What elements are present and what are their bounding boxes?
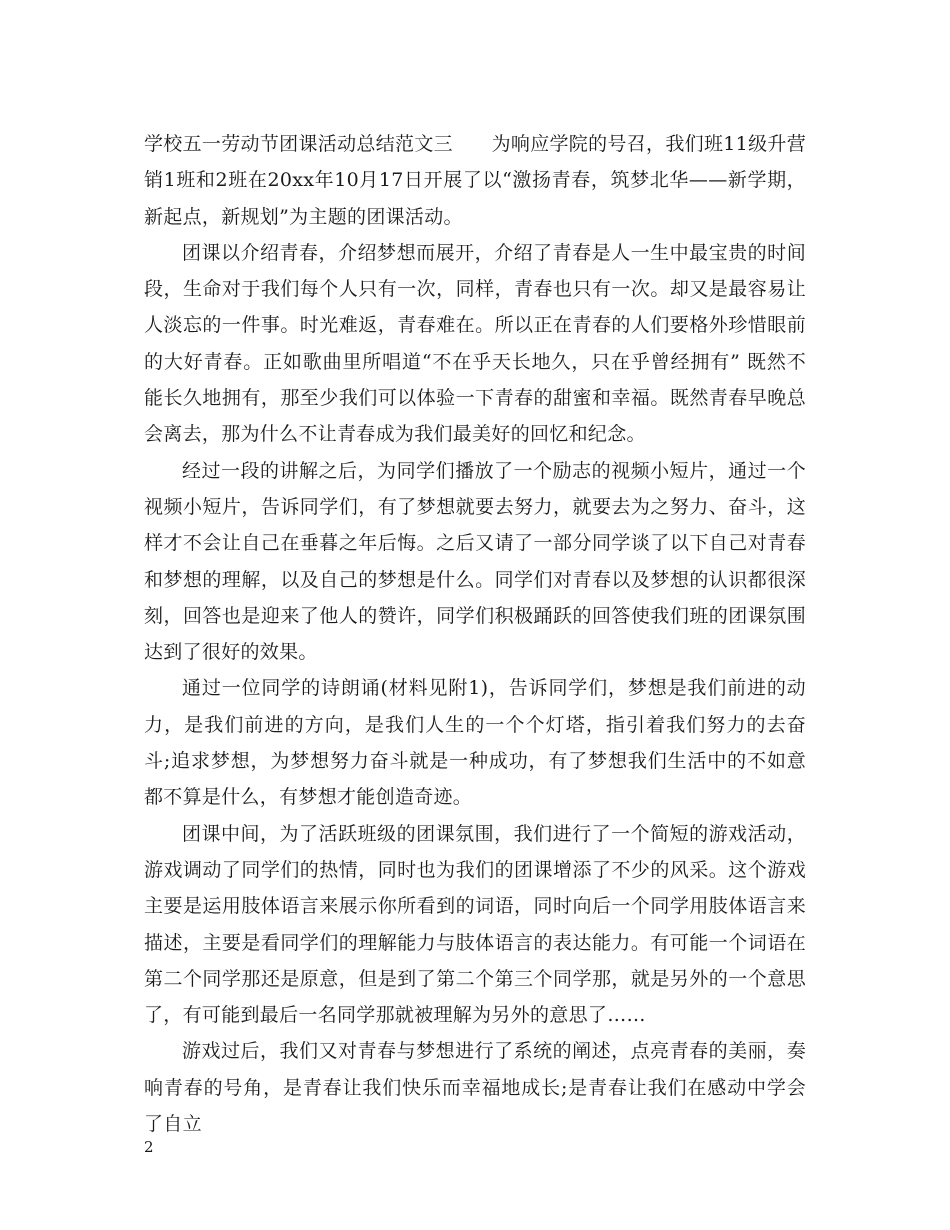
page-number: 2 bbox=[144, 1138, 154, 1156]
paragraph-closing: 游戏过后，我们又对青春与梦想进行了系统的阐述，点亮青春的美丽，奏响青春的号角，是青春让我们快乐而幸福地成长;是青春让我们在感动中学会了自立 bbox=[144, 1040, 806, 1136]
paragraph-youth: 团课以介绍青春，介绍梦想而展开，介绍了青春是人一生中最宝贵的时间段，生命对于我们每个人只有一次，同样，青春也只有一次。却又是最容易让人淡忘的一件事。时光难返，青春难在。所以正在青春的人们要格外珍惜眼前的大好青春。正如歌曲里所唱道“不在乎天长地久，只在乎曾经拥有” 既然不能长久地拥有，那至少我们可以体验一下青春的甜蜜和幸福。既然青春早晚总会离去，那为什么不让青春成为我们最美好的回忆和纪念。 bbox=[144, 241, 806, 446]
paragraph-intro: 学校五一劳动节团课活动总结范文三 为响应学院的号召，我们班11级升营销1班和2班在20xx年10月17日开展了以“激扬青春，筑梦北华——新学期，新起点，新规划”为主题的团课活动。 bbox=[144, 133, 806, 228]
paragraph-video: 经过一段的讲解之后，为同学们播放了一个励志的视频小短片，通过一个视频小短片，告诉同学们，有了梦想就要去努力，就要去为之努力、奋斗，这样才不会让自己在垂暮之年后悔。之后又请了一部分同学谈了以下自己对青春和梦想的理解，以及自己的梦想是什么。同学们对青春以及梦想的认识都很深刻，回答也是迎来了他人的赞许，同学们积极踊跃的回答使我们班的团课氛围达到了很好的效果。 bbox=[144, 459, 806, 664]
paragraph-poem: 通过一位同学的诗朗诵(材料见附1)，告诉同学们，梦想是我们前进的动力，是我们前进的方向，是我们人生的一个个灯塔，指引着我们努力的去奋斗;追求梦想，为梦想努力奋斗就是一种成功，有了梦想我们生活中的不如意都不算是什么，有梦想才能创造奇迹。 bbox=[144, 677, 806, 809]
paragraph-game: 团课中间，为了活跃班级的团课氛围，我们进行了一个简短的游戏活动，游戏调动了同学们的热情，同时也为我们的团课增添了不少的风采。这个游戏主要是运用肢体语言来展示你所看到的词语，同时向后一个同学用肢体语言来描述，主要是看同学们的理解能力与肢体语言的表达能力。有可能一个词语在第二个同学那还是原意，但是到了第二个第三个同学那，就是另外的一个意思了，有可能到最后一名同学那就被理解为另外的意思了…… bbox=[144, 822, 806, 1027]
document-body bbox=[144, 126, 806, 1142]
